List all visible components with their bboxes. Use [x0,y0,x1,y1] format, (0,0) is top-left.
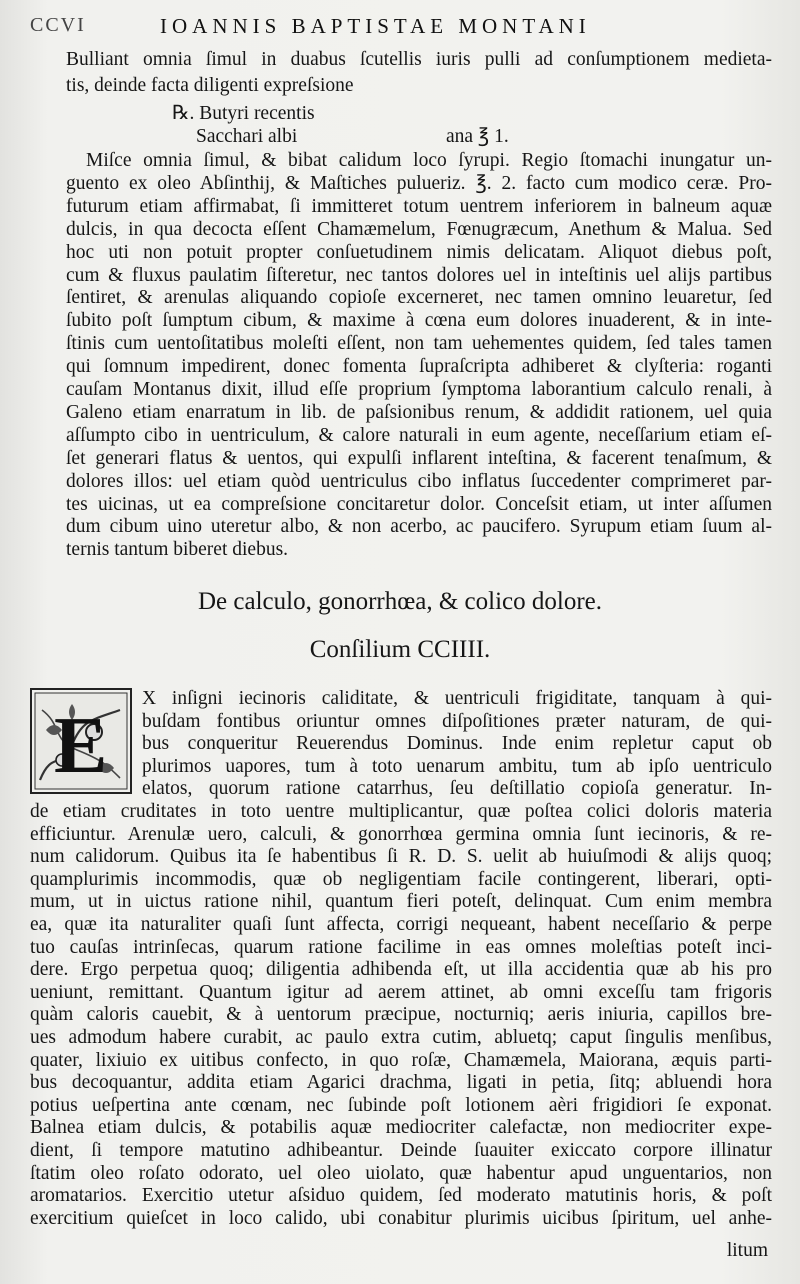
decorated-initial [30,688,132,794]
text-line: Balnea etiam dulcis, & potabilis aquæ mediocriter calefactæ, non mediocriter expe- [30,1117,772,1139]
text-line: ues admodum habere curabit, ac paulo extra cutim, abluetq; caput ſingulis menſibus, [30,1027,772,1048]
text-line: dulcis, in qua decocta eſſent Chamæmelum, Fœnugræcum, Anethum & Malua. Sed [66,218,772,240]
text-line: plurimos uapores, tum à toto uenarum ambitu, tum ab ipſo uentriculo [142,755,772,777]
text-line: futurum etiam affirmabat, ſi immitteret totum uentrem inferiorem in balneum aquæ [66,195,772,217]
text-line: potius ueſpertina ante cœnam, nec ſubinde poſt lotionem aèri frigidiori ſe exponat. [30,1094,772,1116]
recipe-ingredient: Sacchari albi [196,126,298,147]
text-line: cum & fluxus paulatim ſiſteretur, nec tantos dolores uel in inteſtinis uel alijs partibus [66,264,772,286]
ornament-initial-e-icon [32,690,130,792]
text-line: quater, lixiuio ex uitibus confecto, in quo roſæ, Chamæmela, Maiorana, æquis parti- [30,1049,772,1071]
page-header [0,0,800,44]
text-line: num calidorum. Quibus ita ſe habentibus ſi R. D. S. uelit ab huiuſmodi & alijs quoq; [30,846,772,868]
text-line: dere. Ergo perpetua quoq; diligentia adhibenda eſt, ut illa accidentia quæ ab his pro [30,959,772,981]
text-line: quamplurimis incommodis, quæ ob negligentiam facile contingerent, liberari, opti- [30,868,772,890]
text-line: ſtatim oleo roſato odorato, uel oleo uiolato, quæ habentur apud unguentarios, non [30,1162,772,1184]
text-line: bus decoquantur, addita etiam Agarici drachma, ligati in petia, ſitq; abluendi hora [30,1072,772,1094]
text-line: Galeno etiam enarratum in lib. de paſsionibus renum, & addidit rationem, uel quia [66,401,772,423]
text-line: ternis tantum biberet diebus. [66,539,289,561]
text-line: ea, quæ ita naturaliter quaſi ſunt affecta, corrigi nequeant, habent neceſſario & perpe [30,914,772,935]
text-line: quàm caloris cauebit, & à uentorum præcipue, nocturniq; aeris iniuria, capillos bre- [30,1004,772,1026]
consilium-heading: Conſilium CCIIII. [309,636,491,663]
text-line: guento ex oleo Abſinthij, & Maſtiches pulueriz. ℥. 2. facto cum modico ceræ. Pro- [66,172,772,194]
catchword: litum [726,1240,768,1261]
text-line: de etiam cruditates in toto uentre multiplicantur, quæ poſtea colici doloris materia [30,801,772,822]
recipe-dose: ana ℥ 1. [446,126,509,147]
text-line: aromatarios. Exercitio utetur aſsiduo quidem, ſed moderato matutinis horis, & poſt [30,1185,772,1207]
text-line: ſubito poſt ſumptum cibum, & maxime à cœna eum dolores inuaderent, & in inte- [66,310,772,332]
text-line: dolores illos: uel etiam quòd uentriculus cibo inflatus ſuccedenter comprimeret par- [66,470,772,492]
text-line: ſet generari flatus & uentos, qui expulſi inflarent inteſtina, & facerent tenaſmum, & [66,447,772,469]
text-line: ueniunt, remittant. Quantum igitur ad aerem attinet, ab omni exceſſu tam frigoris [30,981,772,1003]
text-line: efficiuntur. Arenulæ uero, calculi, & gonorrhœa germina omnia ſunt iecinoris, & re- [30,823,772,845]
text-line: dum cibum uino uteretur albo, & non acerbo, ac paucifero. Syrupum etiam ſuum al- [66,516,772,538]
text-line: X inſigni iecinoris caliditate, & uentriculi frigiditate, tanquam à qui- [142,688,772,709]
text-line: tes uicinas, ut ea compreſsione concitaretur dolor. Conceſsit etiam, ut inter aſſumen [66,493,772,515]
text-line: hoc uti non potuit propter conſuetudinem nimis delicatam. Aliquot diebus poſt, [66,241,772,263]
folio-number: CCVI [30,14,86,36]
text-line: tis, deinde facta diligenti expreſsione [66,75,354,96]
text-line: elatos, quorum ratione catarrhus, ſeu deſtillatio copioſa generatur. In- [142,778,772,799]
running-head: IOANNIS BAPTISTAE MONTANI [160,14,591,38]
text-line: dient, ſi tempore matutino adhibeantur. Deinde ſuauiter exiccato corpore illinatur [30,1140,772,1161]
text-line: qui ſomnum impedirent, donec fomenta ſupraſcripta adhiberet & clyſteria: roganti [66,356,772,378]
initial-letter: E [54,702,108,790]
text-line: exercitium quieſcet in loco calido, ubi conabitur plurimis uicibus ſpiritum, uel anhe- [30,1207,772,1229]
text-line: Bulliant omnia ſimul in duabus ſcutellis iuris pulli ad conſumptionem medieta- [66,49,772,70]
recipe-ingredient: ℞. Butyri recentis [172,103,315,124]
text-line: tuo cauſas intrinſecas, quarum ratione facilime in eas omnes moleſtias poteſt inci- [30,936,772,958]
text-line: cauſam Montanus dixit, illud eſſe proprium ſymptoma laborantium calculo renali, à [66,379,772,400]
text-line: aſſumpto cibo in uentriculum, & calore naturali in eum agente, neceſſarium etiam eſ- [66,424,772,446]
text-line: Miſce omnia ſimul, & bibat calidum loco ſyrupi. Regio ſtomachi inungatur un- [86,150,772,171]
text-line: ſtinis cum uentoſitatibus moleſti eſſent, non tam uehementes quidem, ſed tales tamen [66,333,772,355]
text-line: bus conqueritur Reuerendus Dominus. Inde enim repletur caput ob [142,733,772,754]
text-line: ſentiret, & arenulas aliquando copioſe excerneret, nec tamen omnino leuaretur, ſed [66,287,772,309]
text-line: buſdam fontibus oriuntur omnes diſpoſitiones præter naturam, de qui- [142,710,772,732]
section-title: De calculo, gonorrhœa, & colico dolore. [197,588,603,615]
text-line: mum, ut in uictus ratione nihil, quantum fieri poteſt, delinquat. Cum enim membra [30,891,772,913]
